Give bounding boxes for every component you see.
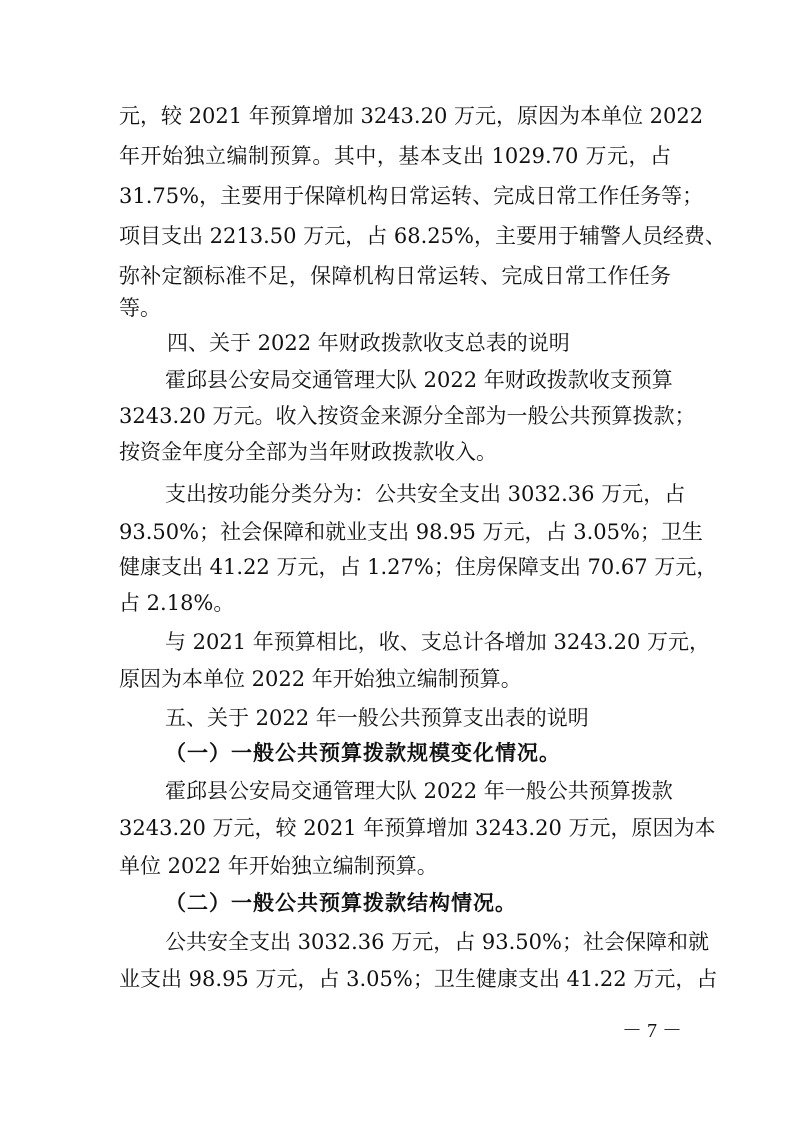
body-line-2: 年开始独立编制预算。其中，基本支出 1029.70 万元，占 bbox=[119, 144, 671, 168]
body-line-8: 霍邱县公安局交通管理大队 2022 年财政拨款收支预算 bbox=[165, 368, 673, 392]
body-line-20: 3243.20 万元，较 2021 年预算增加 3243.20 万元，原因为本 bbox=[119, 816, 716, 840]
body-line-6: 等。 bbox=[119, 296, 161, 320]
body-line-5: 弥补定额标准不足，保障机构日常运转、完成日常工作任务 bbox=[119, 264, 671, 288]
body-line-11: 支出按功能分类分为：公共安全支出 3032.36 万元，占 bbox=[165, 482, 686, 506]
body-line-9: 3243.20 万元。收入按资金来源分全部为一般公共预算拨款； bbox=[119, 404, 696, 428]
body-line-24: 业支出 98.95 万元，占 3.05%；卫生健康支出 41.22 万元，占 bbox=[119, 967, 718, 991]
section-heading-4: 四、关于 2022 年财政拨款收支总表的说明 bbox=[167, 331, 570, 355]
body-line-14: 占 2.18%。 bbox=[119, 591, 235, 615]
body-line-12: 93.50%；社会保障和就业支出 98.95 万元，占 3.05%；卫生 bbox=[119, 520, 703, 544]
body-line-4: 项目支出 2213.50 万元，占 68.25%，主要用于辅警人员经费、 bbox=[119, 224, 726, 248]
section-heading-5: 五、关于 2022 年一般公共预算支出表的说明 bbox=[165, 706, 589, 730]
body-line-21: 单位 2022 年开始独立编制预算。 bbox=[119, 854, 438, 878]
body-line-13: 健康支出 41.22 万元，占 1.27%；住房保障支出 70.67 万元， bbox=[119, 555, 718, 579]
body-line-23: 公共安全支出 3032.36 万元，占 93.50%；社会保障和就 bbox=[165, 930, 709, 954]
subheading-1: （一）一般公共预算拨款规模变化情况。 bbox=[165, 740, 561, 765]
body-line-15: 与 2021 年预算相比，收、支总计各增加 3243.20 万元， bbox=[165, 630, 710, 654]
body-line-10: 按资金年度分全部为当年财政拨款收入。 bbox=[119, 440, 497, 464]
body-line-3: 31.75%，主要用于保障机构日常运转、完成日常工作任务等； bbox=[119, 184, 704, 208]
body-line-16: 原因为本单位 2022 年开始独立编制预算。 bbox=[119, 667, 522, 691]
body-line-1: 元，较 2021 年预算增加 3243.20 万元，原因为本单位 2022 bbox=[119, 104, 704, 128]
body-line-19: 霍邱县公安局交通管理大队 2022 年一般公共预算拨款 bbox=[165, 779, 673, 803]
page-number: － 7 － bbox=[622, 1020, 682, 1042]
subheading-2: （二）一般公共预算拨款结构情况。 bbox=[165, 890, 517, 915]
